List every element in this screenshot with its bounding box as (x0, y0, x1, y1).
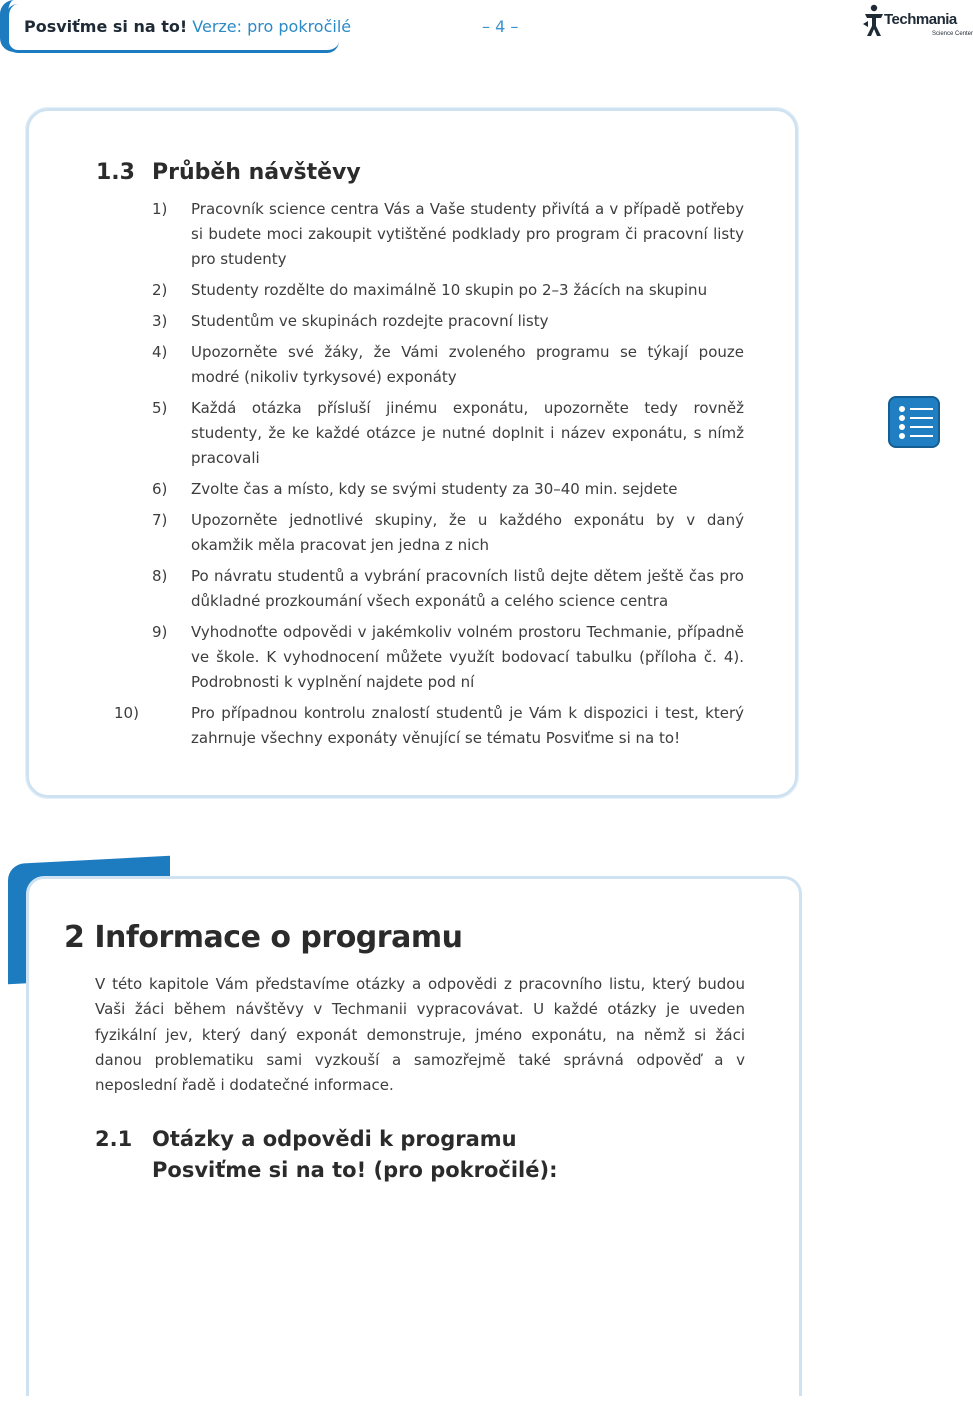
techmania-logo (862, 2, 973, 40)
list-item: 9) Vyhodnoťte odpovědi v jakémkoliv volném prostoru Techmanie, případně ve škole. K vyhodnocení můžete využít bodovací tabulku (příloha č. 4). Podrobnosti k vyplnění najdete pod ní (152, 623, 744, 691)
chapter-heading: 2 Informace o programu (64, 920, 463, 955)
chapter-intro-paragraph: V této kapitole Vám představíme otázky a odpovědi z pracovního listu, který budou Vaši žáci během návštěvy v Techmanii vypracovávat. U každé otázky je uveden fyzikální jev, který daný exponát demonstruje, jméno exponátu, na němž si žáci danou problematiku sami vyzkouší a samozřejmě také správná odpověď a v neposlední řadě i dodatečné informace. (95, 975, 745, 1095)
section-number: 1.3 (96, 160, 135, 185)
list-item: 3) Studentům ve skupinách rozdejte pracovní listy (152, 312, 549, 330)
page-number: – 4 – (482, 17, 519, 36)
logo-name: Techmania (884, 11, 957, 28)
subsection-title-line1: Otázky a odpovědi k programu (152, 1127, 517, 1151)
title-strong: Posviťme si na to! (24, 17, 188, 36)
list-item: 5) Každá otázka přísluší jinému exponátu, upozorněte tedy rovněž studenty, že ke každé otázce je nutné doplnit i název exponátu, s nímž pracovali (152, 399, 744, 467)
list-item: 2) Studenty rozdělte do maximálně 10 skupin po 2–3 žácích na skupinu (152, 281, 708, 299)
procedure-list (114, 197, 744, 757)
logo-subtitle: Science Center (932, 31, 973, 37)
list-item: 4) Upozorněte své žáky, že Vámi zvoleného programu se týkají pouze modré (nikoliv tyrkysové) exponáty (152, 343, 744, 386)
subsection-heading (95, 1124, 558, 1186)
title-version: Verze: pro pokročilé (192, 17, 352, 36)
list-item: 6) Zvolte čas a místo, kdy se svými studenty za 30–40 min. sejdete (152, 480, 678, 498)
list-item: 1) Pracovník science centra Vás a Vaše studenty přivítá a v případě potřeby si budete moci zakoupit vytištěné podklady pro program či pracovní listy pro studenty (152, 200, 744, 268)
logo-figure-icon (862, 4, 886, 38)
list-item: 10) Pro případnou kontrolu znalostí studentů je Vám k dispozici i test, který zahrnuje všechny exponáty věnující se tématu Posviťme si na to! (114, 704, 744, 747)
subsection-number: 2.1 (95, 1127, 133, 1151)
subsection-title-line2: Posviťme si na to! (pro pokročilé): (152, 1158, 558, 1182)
list-item: 7) Upozorněte jednotlivé skupiny, že u každého exponátu by v daný okamžik měla pracovat jen jedna z nich (152, 511, 744, 554)
document-title (24, 17, 351, 36)
checklist-icon (888, 396, 940, 448)
section-title: Průběh návštěvy (152, 160, 361, 185)
list-item: 8) Po návratu studentů a vybrání pracovních listů dejte dětem ještě čas pro důkladné prozkoumání všech exponátů a celého science centra (152, 567, 744, 610)
section-heading (96, 160, 361, 185)
